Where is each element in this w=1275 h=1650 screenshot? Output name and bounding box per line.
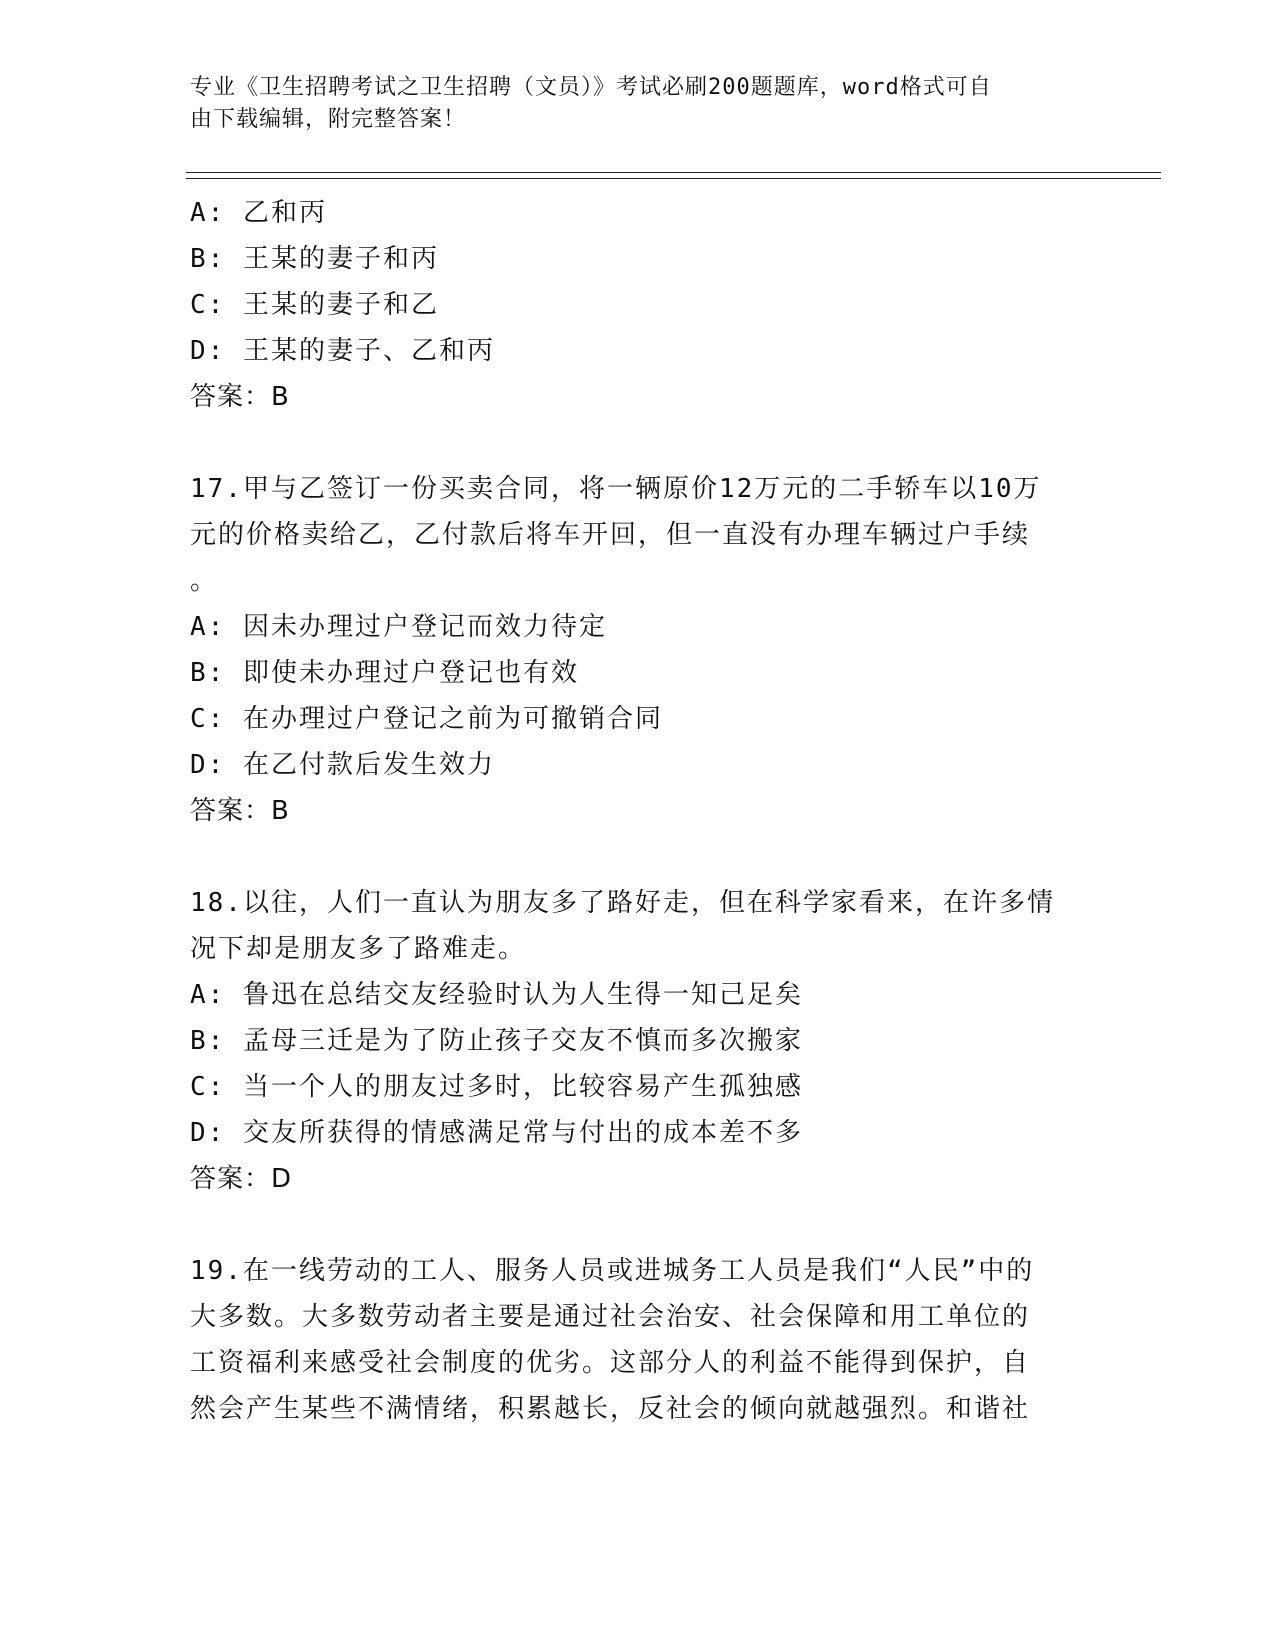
spacer xyxy=(190,420,1090,466)
option-c: C: 王某的妻子和乙 xyxy=(190,290,439,320)
option-d: D: 交友所获得的情感满足常与付出的成本差不多 xyxy=(190,1118,803,1148)
option-a: A: 乙和丙 xyxy=(190,198,327,228)
option-b: B: 即使未办理过户登记也有效 xyxy=(190,658,579,688)
answer: 答案：B xyxy=(190,796,290,826)
option-d: D: 在乙付款后发生效力 xyxy=(190,750,495,780)
header-line-2: 由下载编辑，附完整答案！ xyxy=(190,107,467,132)
option-c: C: 当一个人的朋友过多时，比较容易产生孤独感 xyxy=(190,1072,803,1102)
spacer xyxy=(190,834,1090,880)
option-a: A: 因未办理过户登记而效力待定 xyxy=(190,612,607,642)
question-stem-line: 。 xyxy=(190,566,219,596)
spacer xyxy=(190,1202,1090,1248)
option-c: C: 在办理过户登记之前为可撤销合同 xyxy=(190,704,663,734)
answer: 答案：B xyxy=(190,382,290,412)
header-divider-top xyxy=(186,172,1161,173)
question-stem-line: 17.甲与乙签订一份买卖合同，将一辆原价12万元的二手轿车以10万 xyxy=(190,474,1042,504)
document-header xyxy=(190,72,1090,136)
question-18 xyxy=(190,880,1090,1202)
header-divider-bottom xyxy=(186,178,1161,179)
option-a: A: 鲁迅在总结交友经验时认为人生得一知己足矣 xyxy=(190,980,803,1010)
header-line-1: 专业《卫生招聘考试之卫生招聘（文员）》考试必刷200题题库，word格式可自 xyxy=(190,75,992,100)
question-stem-line: 19.在一线劳动的工人、服务人员或进城务工人员是我们“人民”中的 xyxy=(190,1256,1035,1286)
question-stem-line: 大多数。大多数劳动者主要是通过社会治安、社会保障和用工单位的 xyxy=(190,1302,1031,1332)
question-19 xyxy=(190,1248,1090,1432)
question-list xyxy=(190,190,1090,1432)
question-17 xyxy=(190,466,1090,834)
option-b: B: 孟母三迁是为了防止孩子交友不慎而多次搬家 xyxy=(190,1026,803,1056)
option-b: B: 王某的妻子和丙 xyxy=(190,244,439,274)
question-stem-line: 元的价格卖给乙，乙付款后将车开回，但一直没有办理车辆过户手续 xyxy=(190,520,1031,550)
question-stem-line: 然会产生某些不满情绪，积累越长，反社会的倾向就越强烈。和谐社 xyxy=(190,1394,1031,1424)
question-stem-line: 工资福利来感受社会制度的优劣。这部分人的利益不能得到保护，自 xyxy=(190,1348,1031,1378)
question-stem-line: 况下却是朋友多了路难走。 xyxy=(190,934,527,964)
answer: 答案：D xyxy=(190,1164,293,1194)
question-16 xyxy=(190,190,1090,420)
option-d: D: 王某的妻子、乙和丙 xyxy=(190,336,495,366)
question-stem-line: 18.以往，人们一直认为朋友多了路好走，但在科学家看来，在许多情 xyxy=(190,888,1055,918)
